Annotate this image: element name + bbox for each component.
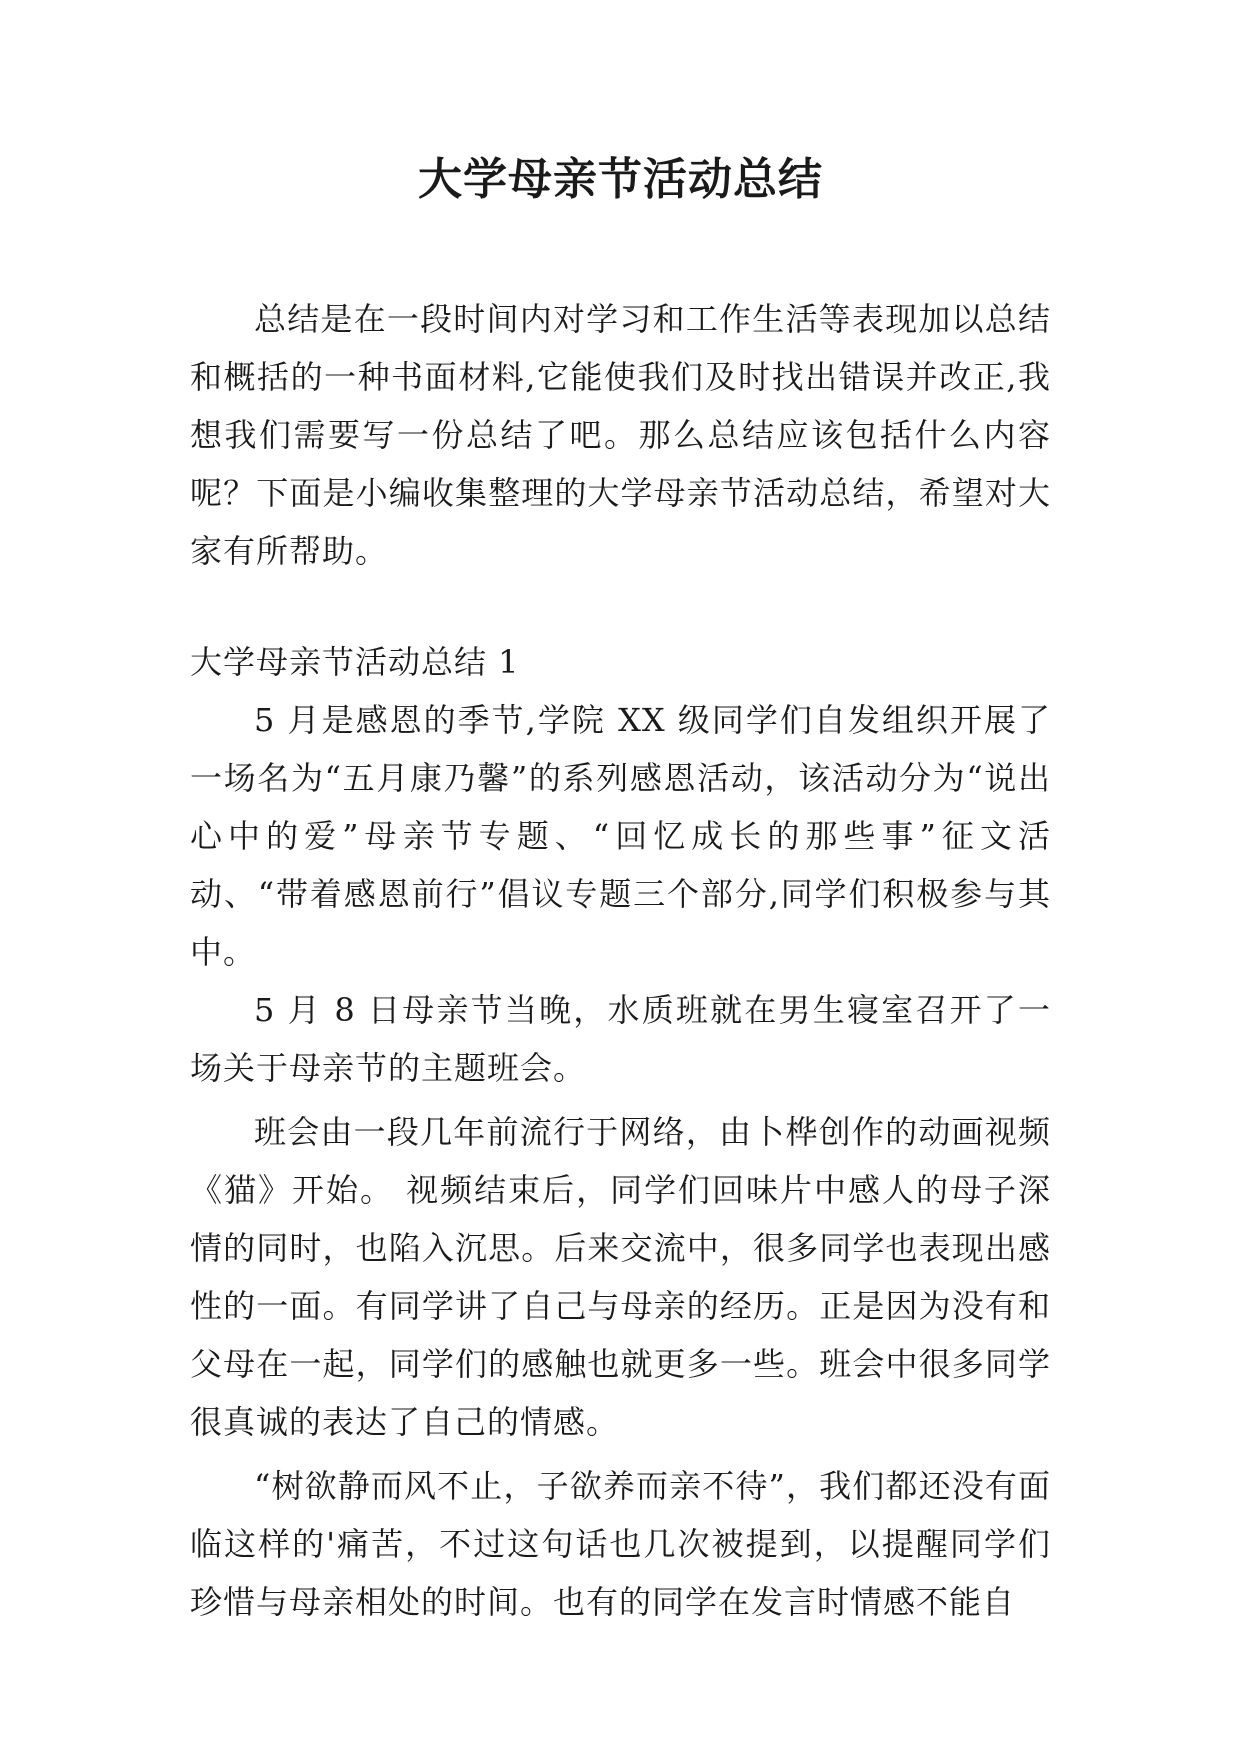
section-heading: 大学母亲节活动总结 1: [190, 643, 520, 681]
intro-block: [190, 290, 1051, 580]
body-paragraph: 班会由一段几年前流行于网络，由卜桦创作的动画视频《猫》开始。 视频结束后，同学们回味片中感人的母子深情的同时，也陷入沉思。后来交流中，很多同学也表现出感性的一面。有同学讲了自己与母亲的经历。正是因为没有和父母在一起，同学们的感触也就更多一些。班会中很多同学很真诚的表达了自己的情感。: [190, 1113, 1051, 1441]
body-paragraph: “树欲静而风不止，子欲养而亲不待”，我们都还没有面临这样的'痛苦，不过这句话也几次被提到，以提醒同学们珍惜与母亲相处的时间。也有的同学在发言时情感不能自: [190, 1467, 1051, 1621]
section-1: [190, 633, 1051, 1631]
body-paragraph: 5 月是感恩的季节,学院 XX 级同学们自发组织开展了一场名为“五月康乃馨”的系列感恩活动，该活动分为“说出心中的爱”母亲节专题、“回忆成长的那些事”征文活动、“带着感恩前行”倡议专题三个部分,同学们积极参与其中。: [190, 701, 1051, 971]
document-title: 大学母亲节活动总结: [418, 154, 823, 205]
body-paragraph: 5 月 8 日母亲节当晚，水质班就在男生寝室召开了一场关于母亲节的主题班会。: [190, 991, 1051, 1087]
intro-paragraph: 总结是在一段时间内对学习和工作生活等表现加以总结和概括的一种书面材料,它能使我们及时找出错误并改正,我想我们需要写一份总结了吧。那么总结应该包括什么内容呢？下面是小编收集整理的大学母亲节活动总结，希望对大家有所帮助。: [190, 300, 1051, 570]
